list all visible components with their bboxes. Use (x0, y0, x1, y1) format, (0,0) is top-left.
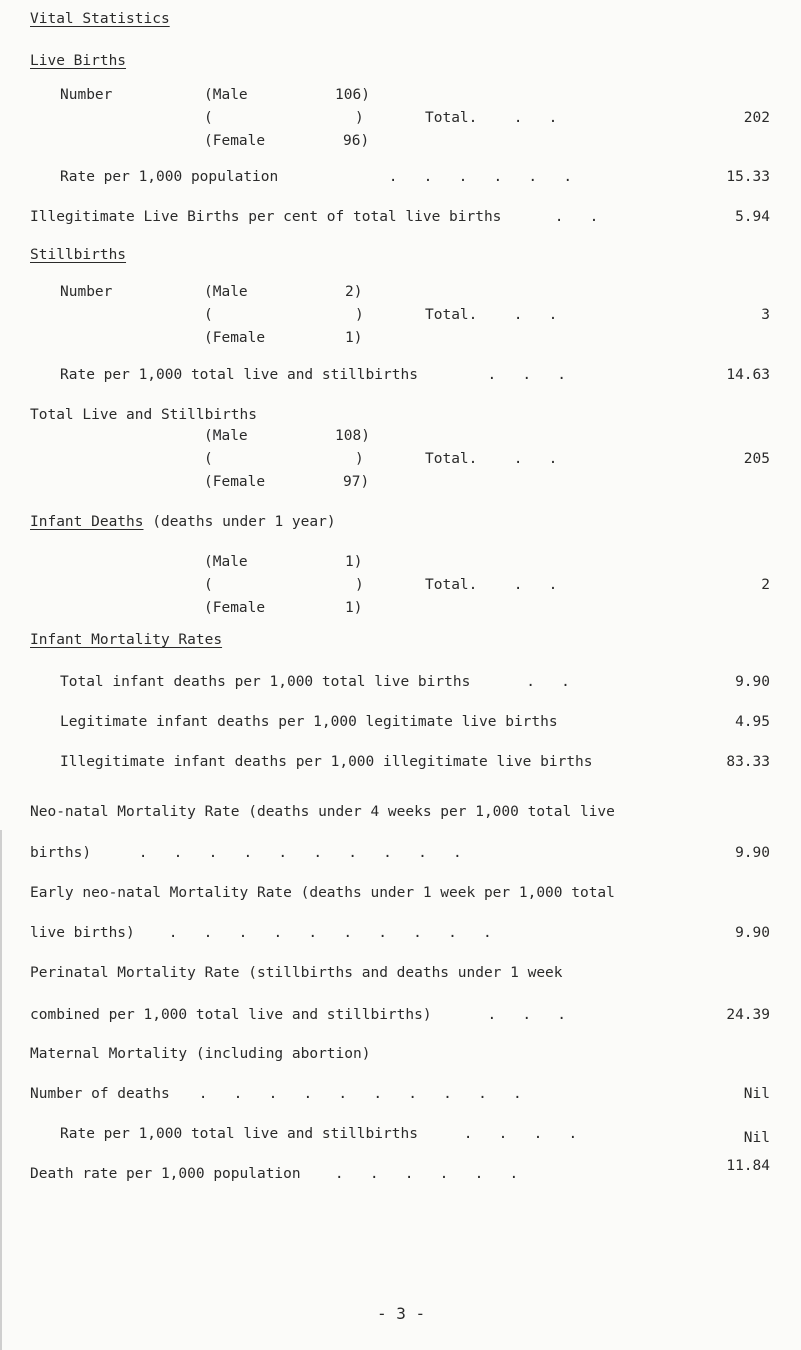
stillbirths-female-label: (Female (204, 330, 266, 346)
infant-deaths-male-label: (Male (204, 554, 248, 570)
death-rate-value: 11.84 (726, 1158, 770, 1174)
infant-mortality-row-total-value: 9.90 (735, 674, 770, 690)
infant-mortality-row-illegit-label: Illegitimate infant deaths per 1,000 illegitimate live births (60, 754, 593, 770)
early-neonatal-line1: Early neo-natal Mortality Rate (deaths under 1 week per 1,000 total (30, 885, 615, 901)
early-neonatal-value: 9.90 (735, 925, 770, 941)
total-live-still-heading: Total Live and Stillbirths (30, 407, 257, 423)
maternal-heading: Maternal Mortality (including abortion) (30, 1046, 371, 1062)
stillbirths-male-value: 2) (345, 284, 363, 300)
total-live-still-total-label: Total. (425, 451, 478, 467)
total-live-still-total: 205 (743, 451, 770, 467)
stillbirths-heading: Stillbirths (30, 247, 127, 263)
perinatal-value: 24.39 (726, 1007, 770, 1023)
stillbirths-female-value: 1) (345, 330, 363, 346)
neonatal-value: 9.90 (735, 845, 770, 861)
live-births-rate-dots: . . . . . . (380, 169, 573, 185)
infant-deaths-male-value: 1) (345, 554, 363, 570)
infant-mortality-row-total-dots: . . (500, 674, 570, 690)
maternal-deaths-dots: . . . . . . . . . . (190, 1086, 522, 1102)
early-neonatal-dots: . . . . . . . . . . (160, 925, 492, 941)
total-live-still-male-label: (Male (204, 428, 248, 444)
neonatal-line1: Neo-natal Mortality Rate (deaths under 4 weeks per 1,000 total live (30, 804, 615, 820)
live-births-paren-open: ( (204, 110, 213, 126)
infant-mortality-row-total-label: Total infant deaths per 1,000 total live births (60, 674, 471, 690)
perinatal-line1: Perinatal Mortality Rate (stillbirths and deaths under 1 week (30, 965, 563, 981)
infant-deaths-heading-line (30, 515, 336, 530)
live-births-leader-dots: . . (505, 110, 558, 126)
illegitimate-dots: . . (546, 209, 599, 225)
total-live-still-paren-close: ) (355, 451, 364, 467)
stillbirths-paren-open: ( (204, 307, 213, 323)
infant-deaths-female-value: 1) (345, 600, 363, 616)
maternal-deaths-value: Nil (743, 1086, 770, 1102)
stillbirths-leader-dots: . . (505, 307, 558, 323)
total-live-still-paren-open: ( (204, 451, 213, 467)
early-neonatal-line2: live births) (30, 925, 135, 941)
maternal-rate-dots: . . . . (455, 1126, 578, 1142)
total-live-still-leader-dots: . . (505, 451, 558, 467)
stillbirths-number-label: Number (60, 284, 113, 300)
live-births-rate-label: Rate per 1,000 population (60, 169, 279, 185)
stillbirths-rate-dots: . . . (470, 367, 567, 383)
live-births-rate: 15.33 (726, 169, 770, 185)
death-rate-dots: . . . . . . (300, 1166, 519, 1182)
infant-mortality-row-legit-value: 4.95 (735, 714, 770, 730)
live-births-male-label: (Male (204, 87, 248, 103)
illegitimate-value: 5.94 (735, 209, 770, 225)
infant-deaths-heading: Infant Deaths (30, 514, 144, 530)
live-births-number-label: Number (60, 87, 113, 103)
infant-mortality-heading: Infant Mortality Rates (30, 632, 223, 648)
stillbirths-paren-close: ) (355, 307, 364, 323)
total-live-still-female-label: (Female (204, 474, 266, 490)
stillbirths-rate-label: Rate per 1,000 total live and stillbirths (60, 367, 418, 383)
page-title: Vital Statistics (30, 11, 170, 27)
maternal-deaths-label: Number of deaths (30, 1086, 170, 1102)
maternal-rate-label: Rate per 1,000 total live and stillbirths (60, 1126, 418, 1142)
infant-deaths-heading-suffix: (deaths under 1 year) (143, 514, 336, 530)
live-births-heading: Live Births (30, 53, 127, 69)
maternal-rate-value: Nil (743, 1130, 770, 1146)
infant-deaths-total-label: Total. (425, 577, 478, 593)
neonatal-line2: births) (30, 845, 92, 861)
live-births-paren-close: ) (355, 110, 364, 126)
stillbirths-total: 3 (761, 307, 770, 323)
infant-deaths-paren-close: ) (355, 577, 364, 593)
infant-deaths-total: 2 (761, 577, 770, 593)
live-births-female-label: (Female (204, 133, 266, 149)
infant-deaths-paren-open: ( (204, 577, 213, 593)
infant-mortality-row-illegit-value: 83.33 (726, 754, 770, 770)
total-live-still-male-value: 108) (335, 428, 370, 444)
stillbirths-rate: 14.63 (726, 367, 770, 383)
page-number: - 3 - (377, 1304, 426, 1323)
infant-mortality-row-legit-label: Legitimate infant deaths per 1,000 legitimate live births (60, 714, 558, 730)
neonatal-dots: . . . . . . . . . . (130, 845, 462, 861)
death-rate-label: Death rate per 1,000 population (30, 1166, 301, 1182)
stillbirths-male-label: (Male (204, 284, 248, 300)
infant-deaths-female-label: (Female (204, 600, 266, 616)
live-births-total: 202 (743, 110, 770, 126)
total-live-still-female-value: 97) (343, 474, 370, 490)
illegitimate-label: Illegitimate Live Births per cent of total live births (30, 209, 502, 225)
live-births-female-value: 96) (343, 133, 370, 149)
perinatal-line2: combined per 1,000 total live and stillbirths) (30, 1007, 432, 1023)
perinatal-dots: . . . (470, 1007, 567, 1023)
stillbirths-total-label: Total. (425, 307, 478, 323)
live-births-male-value: 106) (335, 87, 370, 103)
live-births-total-label: Total. (425, 110, 478, 126)
scan-edge (0, 830, 2, 1350)
infant-deaths-leader-dots: . . (505, 577, 558, 593)
